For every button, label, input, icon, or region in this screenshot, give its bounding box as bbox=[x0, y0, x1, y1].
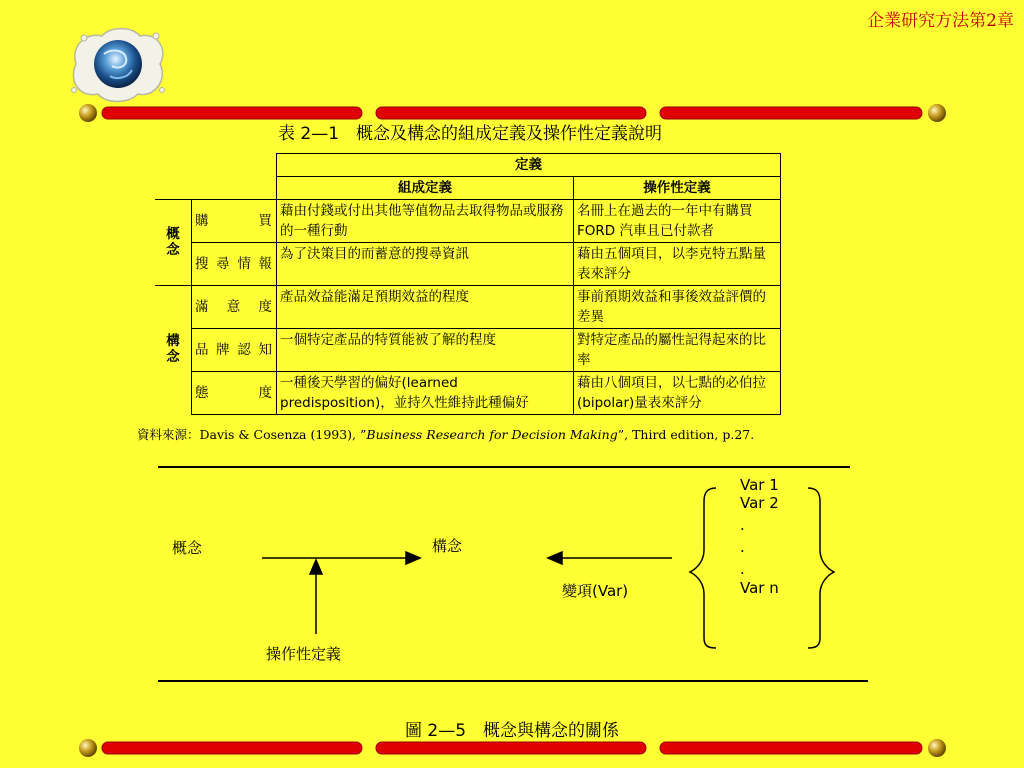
row-constitutive: 產品效益能滿足預期效益的程度 bbox=[277, 286, 574, 329]
table-row bbox=[155, 286, 781, 329]
globe-logo-icon bbox=[66, 24, 170, 104]
header-operational: 操作性定義 bbox=[574, 177, 781, 200]
construct-label: 構念 bbox=[432, 537, 463, 555]
row-constitutive: 藉由付錢或付出其他等值物品去取得物品或服務的一種行動 bbox=[277, 200, 574, 243]
var-dot: . bbox=[740, 516, 745, 534]
row-operational: 事前預期效益和事後效益評價的差異 bbox=[574, 286, 781, 329]
concept-label: 概念 bbox=[172, 539, 203, 557]
row-term: 態度 bbox=[192, 372, 277, 415]
var-dot: . bbox=[740, 538, 745, 556]
table-row bbox=[155, 372, 781, 415]
var-first: Var 1 bbox=[740, 476, 779, 494]
table-title: 表 2—1 概念及構念的組成定義及操作性定義說明 bbox=[277, 124, 663, 144]
var-second: Var 2 bbox=[740, 494, 779, 512]
row-term: 品牌認知 bbox=[192, 329, 277, 372]
operational-definition-label: 操作性定義 bbox=[266, 645, 342, 663]
arrowhead-right bbox=[406, 552, 420, 564]
table-corner bbox=[155, 154, 277, 200]
diagram-top-rule bbox=[158, 466, 850, 468]
row-operational: 藉由五個項目，以李克特五點量表來評分 bbox=[574, 243, 781, 286]
figure-caption: 圖 2—5 概念與構念的關係 bbox=[404, 721, 620, 741]
row-term: 購買 bbox=[192, 200, 277, 243]
left-brace bbox=[690, 488, 716, 648]
table-row bbox=[155, 243, 781, 286]
row-constitutive: 一種後天學習的偏好(learned predisposition)，並持久性維持此種偏好 bbox=[277, 372, 574, 415]
row-operational: 對特定產品的屬性記得起來的比率 bbox=[574, 329, 781, 372]
header-definition: 定義 bbox=[277, 154, 781, 177]
row-term: 滿意度 bbox=[192, 286, 277, 329]
row-constitutive: 為了決策目的而蓄意的搜尋資訊 bbox=[277, 243, 574, 286]
header-constitutive: 組成定義 bbox=[277, 177, 574, 200]
source-citation: 資料來源：Davis & Cosenza (1993), ”Business Research for Decision Making”, Third edition, p.27. bbox=[137, 427, 755, 442]
variable-label: 變項(Var) bbox=[562, 582, 629, 600]
bottom-decorative-bar bbox=[78, 735, 948, 761]
var-dot: . bbox=[740, 560, 745, 578]
row-constitutive: 一個特定產品的特質能被了解的程度 bbox=[277, 329, 574, 372]
row-term: 搜尋情報 bbox=[192, 243, 277, 286]
diagram-bottom-rule bbox=[158, 680, 868, 682]
right-brace bbox=[808, 488, 834, 648]
arrowhead-up bbox=[310, 560, 322, 574]
group-label-concept: 概念 bbox=[155, 200, 192, 286]
table-row bbox=[155, 329, 781, 372]
row-operational: 名冊上在過去的一年中有購買 FORD 汽車且已付款者 bbox=[574, 200, 781, 243]
relationship-diagram bbox=[0, 470, 1024, 680]
table-row bbox=[155, 200, 781, 243]
arrowhead-left bbox=[548, 552, 562, 564]
chapter-label: 企業研究方法第2章 bbox=[867, 11, 1014, 31]
row-operational: 藉由八個項目，以七點的必伯拉(bipolar)量表來評分 bbox=[574, 372, 781, 415]
var-last: Var n bbox=[740, 579, 779, 597]
group-label-construct: 構念 bbox=[155, 286, 192, 415]
definition-table bbox=[155, 153, 781, 415]
